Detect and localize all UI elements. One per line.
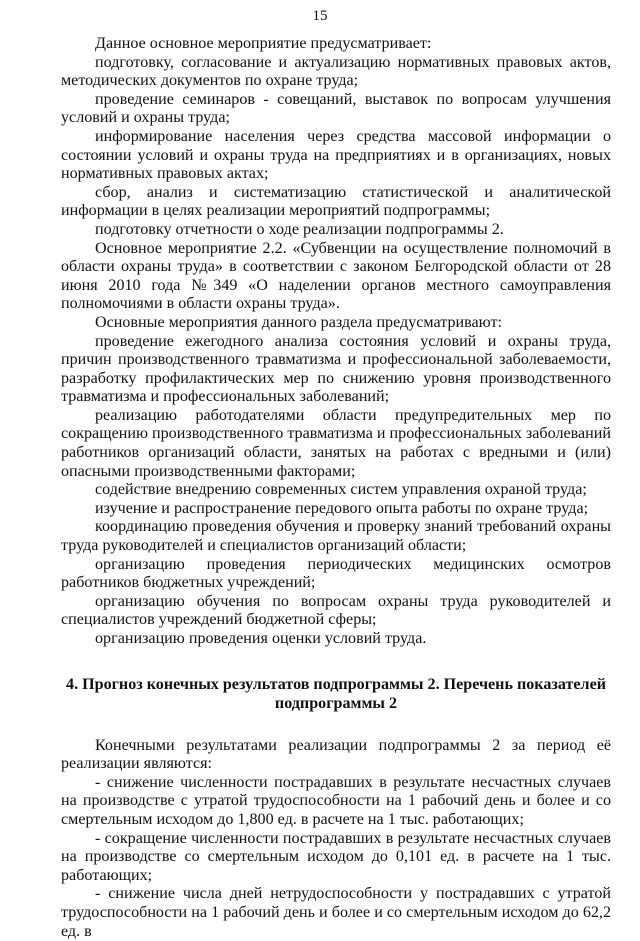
paragraph: - снижение численности пострадавших в результате несчастных случаев на производстве с утратой трудоспособности на 1 рабочий день и более и со смертельным исходом до 1,800 ед. в расчете на 1 тыс. работающих; bbox=[61, 773, 611, 828]
paragraph: - сокращение численности пострадавших в результате несчастных случаев на производстве со смертельным исходом до 0,101 ед. в расчете на 1 тыс. работающих; bbox=[61, 829, 611, 884]
paragraph: организацию проведения периодических медицинских осмотров работников бюджетных учреждений; bbox=[61, 555, 611, 592]
paragraph: Данное основное мероприятие предусматривает: bbox=[95, 35, 432, 52]
paragraph: - снижение числа дней нетрудоспособности у пострадавших с утратой трудоспособности на 1 рабочий день и более и со смертельным исходом до 62,2 ед. в bbox=[61, 885, 611, 940]
paragraph: содействие внедрению современных систем управления охраной труда; bbox=[95, 481, 587, 499]
paragraph: сбор, анализ и систематизацию статистической и аналитической информации в целях реализации мероприятий подпрограммы; bbox=[61, 183, 611, 220]
paragraph-list-top bbox=[61, 35, 611, 649]
page-number: 15 bbox=[312, 8, 328, 24]
paragraph: проведение ежегодного анализа состояния условий и охраны труда, причин производственного травматизма и профессиональной заболеваемости, разработку профилактических мер по снижению уровня производственного травматизма и профессиональных заболеваний; bbox=[61, 332, 611, 406]
paragraph: организацию проведения оценки условий труда. bbox=[95, 630, 427, 647]
paragraph: подготовку, согласование и актуализацию нормативных правовых актов, методических документов по охране труда; bbox=[61, 53, 611, 90]
paragraph-list-bottom bbox=[61, 737, 611, 941]
paragraph: организацию обучения по вопросам охраны труда руководителей и специалистов учреждений бюджетной сферы; bbox=[61, 592, 611, 629]
document-body bbox=[61, 35, 611, 941]
paragraph: проведение семинаров - совещаний, выставок по вопросам улучшения условий и охраны труда; bbox=[61, 90, 611, 127]
paragraph: информирование населения через средства массовой информации о состоянии условий и охраны труда на предприятиях и в организациях, новых нормативных правовых актах; bbox=[61, 127, 611, 183]
paragraph: Основные мероприятия данного раздела предусматривают: bbox=[95, 313, 502, 331]
paragraph: координацию проведения обучения и проверку знаний требований охраны труда руководителей и специалистов организаций области; bbox=[61, 518, 611, 555]
paragraph: Основное мероприятие 2.2. «Субвенции на осуществление полномочий в области охраны труда» в соответствии с законом Белгородской области от 28 июня 2010 года №349 «О наделении органов местного самоуправления полномочиями в области охраны труда». bbox=[61, 239, 611, 313]
paragraph: реализацию работодателями области предупредительных мер по сокращению производственного травматизма и профессиональных заболеваний работников организаций области, занятых на работах с вредными и (или) опасными производственными факторами; bbox=[61, 406, 611, 480]
section-heading: 4. Прогноз конечных результатов подпрограммы 2. Перечень показателей подпрограммы 2 bbox=[66, 675, 606, 712]
paragraph: Конечными результатами реализации подпрограммы 2 за период её реализации являются: bbox=[61, 736, 611, 773]
paragraph: подготовку отчетности о ходе реализации подпрограммы 2. bbox=[95, 220, 504, 238]
paragraph: изучение и распространение передового опыта работы по охране труда; bbox=[95, 499, 589, 517]
